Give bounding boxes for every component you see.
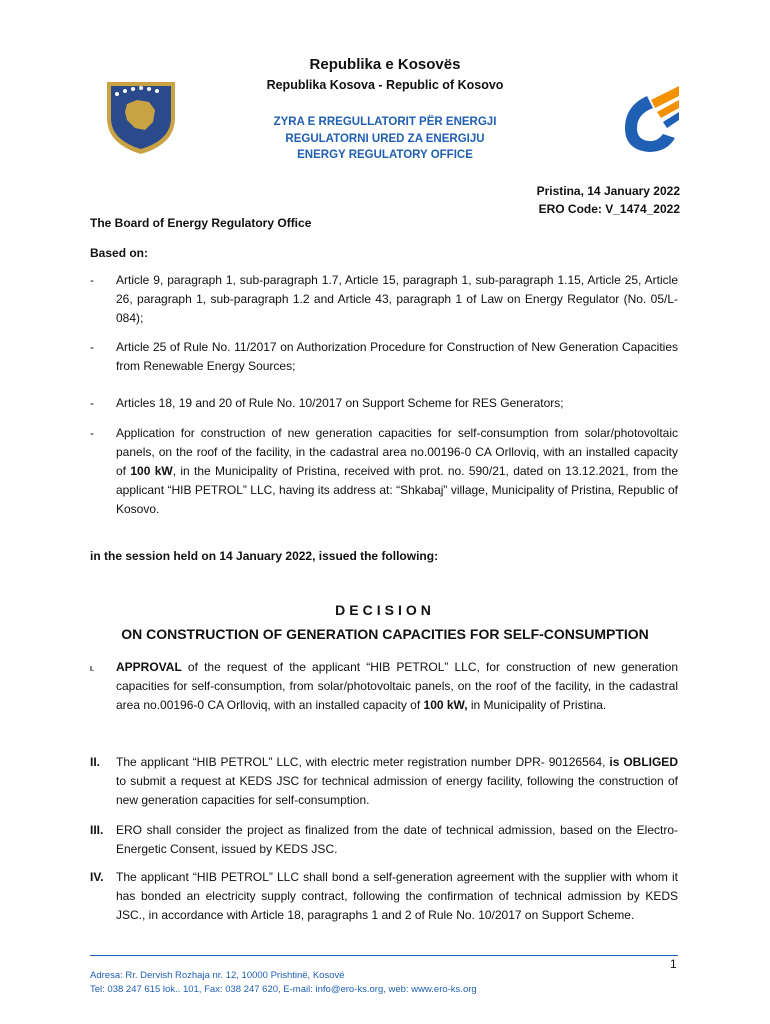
session-statement: in the session held on 14 January 2022, issued the following: — [90, 549, 439, 563]
decision-item — [90, 821, 678, 859]
decision-subtitle: ON CONSTRUCTION OF GENERATION CAPACITIES FOR SELF-CONSUMPTION — [121, 626, 649, 642]
decision-item — [90, 658, 678, 715]
footer-address: Adresa: Rr. Dervish Rozhaja nr. 12, 10000 Prishtinë, Kosovë — [90, 970, 345, 981]
decision-title: DECISION — [335, 602, 435, 618]
legal-basis-text: Article 25 of Rule No. 11/2017 on Authorization Procedure for Construction of New Generation Capacities from Renewable Energy Sources; — [116, 340, 678, 373]
list-dash: - — [90, 426, 94, 440]
document-date: Pristina, 14 January 2022 — [536, 184, 680, 198]
header-subtitle: Republika Kosova - Republic of Kosovo — [266, 78, 504, 92]
item-number: IV. — [90, 870, 104, 884]
capacity-value: 100 kW — [130, 464, 173, 478]
footer-divider — [90, 955, 678, 956]
based-on-label: Based on: — [90, 246, 149, 260]
page-number: 1 — [670, 957, 677, 971]
decision-item — [90, 868, 678, 925]
legal-basis-text: Articles 18, 19 and 20 of Rule No. 10/2017 on Support Scheme for RES Generators; — [116, 396, 564, 410]
decision-item-text: The applicant “HIB PETROL” LLC, with electric meter registration number DPR- 90126564, is OBLIGED to submit a request at KEDS JSC for technical admission of energy facility, following the construction of new generation capacities for self-consumption. — [116, 755, 678, 807]
decision-item-text: The applicant “HIB PETROL” LLC shall bond a self-generation agreement with the supplier with whom it has bonded an electricity supply contract, following the confirmation of technical admission by KEDS JSC., in accordance with Article 18, paragraphs 1 and 2 of Rule No. 10/2017 on Support Scheme. — [116, 870, 678, 922]
footer-contact: Tel: 038 247 615 lok.. 101, Fax: 038 247 620, E-mail: info@ero-ks.org, web: www.ero-ks.org — [90, 984, 477, 995]
decision-item — [90, 753, 678, 810]
legal-basis-item — [90, 424, 678, 519]
legal-basis-item — [90, 338, 678, 376]
item-number: I. — [90, 666, 94, 673]
board-heading: The Board of Energy Regulatory Office — [90, 216, 312, 230]
item-number: III. — [90, 823, 104, 837]
office-name-serbian: REGULATORNI URED ZA ENERGIJU — [285, 133, 485, 145]
legal-basis-text: Application for construction of new generation capacities for self-consumption from solar/photovoltaic panels, on the roof of the facility, in the cadastral area no.00196-0 CA Orlloviq, with an installed capacity of 100 kW, in the Municipality of Pristina, received with prot. no. 590/21, dated on 13.12.2021, from the applicant “HIB PETROL” LLC, having its address at: “Shkabaj” village, Municipality of Pristina, Republic of Kosovo. — [116, 426, 678, 516]
decision-item-text: ERO shall consider the project as finalized from the date of technical admission, based on the Electro-Energetic Consent, issued by KEDS JSC. — [116, 823, 678, 856]
legal-basis-item — [90, 271, 678, 328]
list-dash: - — [90, 273, 94, 287]
item-number: II. — [90, 755, 101, 769]
document-code: ERO Code: V_1474_2022 — [538, 202, 680, 216]
office-name-albanian: ZYRA E RREGULLATORIT PËR ENERGJI — [273, 116, 497, 128]
list-dash: - — [90, 340, 94, 354]
decision-item-text: APPROVAL of the request of the applicant “HIB PETROL” LLC, for construction of new generation capacities for self-consumption, from solar/photovoltaic panels, on the roof of the facility, in the cadastral area no.00196-0 CA Orlloviq, with an installed capacity of 100 kW, in Municipality of Pristina. — [116, 660, 678, 712]
legal-basis-text: Article 9, paragraph 1, sub-paragraph 1.7, Article 15, paragraph 1, sub-paragraph 1.15, Article 25, Article 26, paragraph 1, sub-paragraph 1.2 and Article 43, paragraph 1 of Law on Energy Regulator (No. 05/L-084); — [116, 273, 678, 325]
list-dash: - — [90, 396, 94, 410]
office-name-english: ENERGY REGULATORY OFFICE — [297, 149, 473, 161]
legal-basis-item — [90, 394, 678, 413]
header-title: Republika e Kosovës — [309, 56, 461, 73]
